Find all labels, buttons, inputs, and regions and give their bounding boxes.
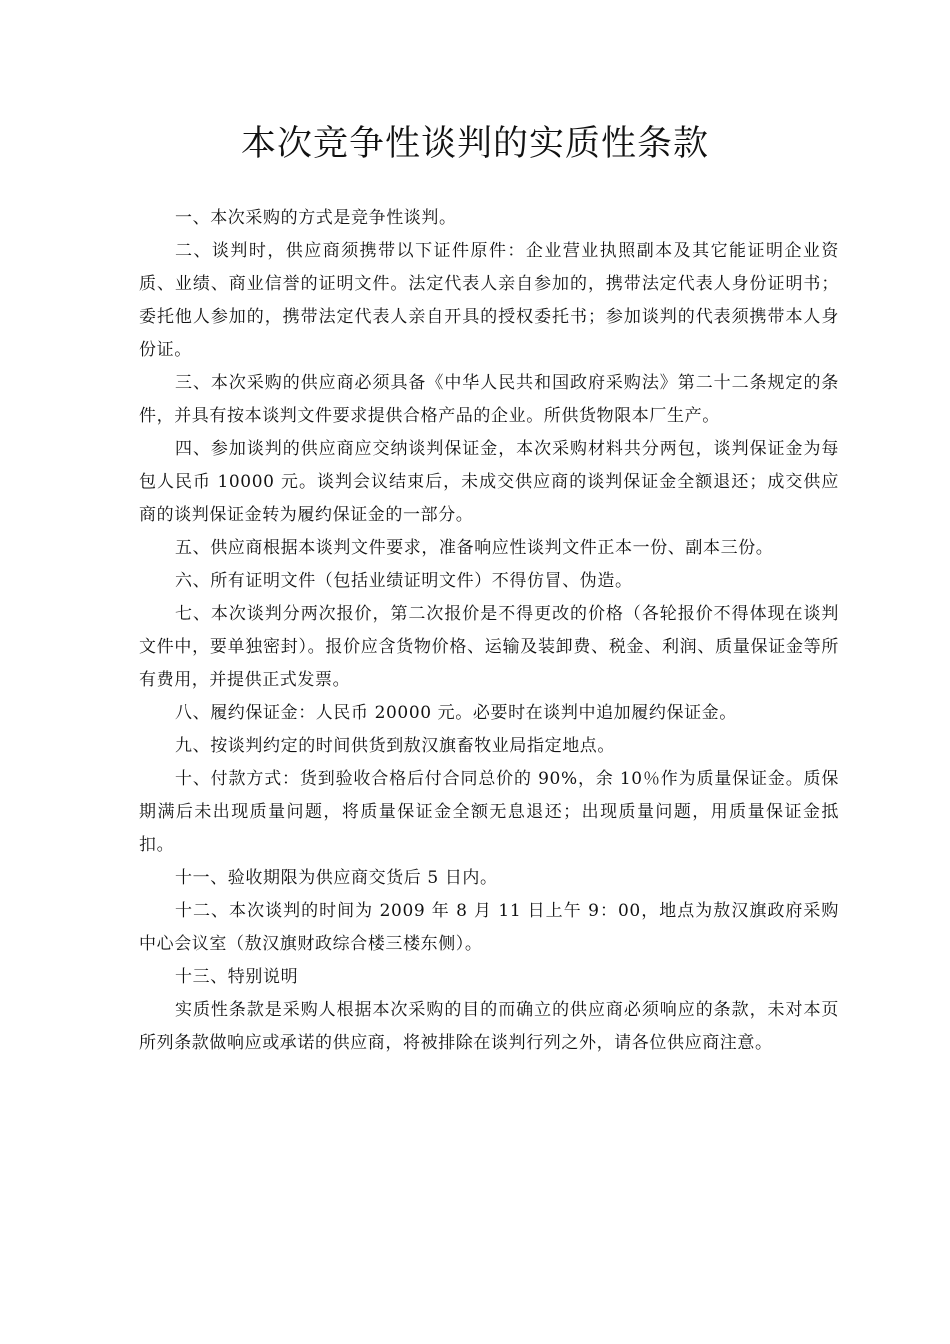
clause-paragraph: 三、本次采购的供应商必须具备《中华人民共和国政府采购法》第二十二条规定的条件，并具有按本谈判文件要求提供合格产品的企业。所供货物限本厂生产。 xyxy=(139,373,839,426)
clause-paragraph: 八、履约保证金：人民币 20000 元。必要时在谈判中追加履约保证金。 xyxy=(175,703,737,723)
clause-paragraph: 五、供应商根据本谈判文件要求，准备响应性谈判文件正本一份、副本三份。 xyxy=(175,538,774,558)
clause-paragraph: 十一、验收期限为供应商交货后 5 日内。 xyxy=(175,868,498,888)
clause-paragraph: 二、谈判时，供应商须携带以下证件原件：企业营业执照副本及其它能证明企业资质、业绩、商业信誉的证明文件。法定代表人亲自参加的，携带法定代表人身份证明书；委托他人参加的，携带法定代表人亲自开具的授权委托书；参加谈判的代表须携带本人身份证。 xyxy=(139,241,839,360)
clause-paragraph: 六、所有证明文件（包括业绩证明文件）不得仿冒、伪造。 xyxy=(175,571,633,591)
clause-paragraph: 十二、本次谈判的时间为 2009 年 8 月 11 日上午 9：00，地点为敖汉旗政府采购中心会议室（敖汉旗财政综合楼三楼东侧）。 xyxy=(139,901,839,954)
page-title: 本次竞争性谈判的实质性条款 xyxy=(240,124,709,164)
clause-paragraph: 十三、特别说明 xyxy=(175,967,299,987)
clause-paragraph: 九、按谈判约定的时间供货到敖汉旗畜牧业局指定地点。 xyxy=(175,736,615,756)
document-body xyxy=(139,202,839,1060)
clause-paragraph: 实质性条款是采购人根据本次采购的目的而确立的供应商必须响应的条款，未对本页所列条款做响应或承诺的供应商，将被排除在谈判行列之外，请各位供应商注意。 xyxy=(139,1000,839,1053)
clause-paragraph: 四、参加谈判的供应商应交纳谈判保证金，本次采购材料共分两包，谈判保证金为每包人民币 10000 元。谈判会议结束后，未成交供应商的谈判保证金全额退还；成交供应商的谈判保证金转为履约保证金的一部分。 xyxy=(139,439,839,525)
clause-paragraph: 一、本次采购的方式是竞争性谈判。 xyxy=(175,208,457,228)
clause-paragraph: 十、付款方式：货到验收合格后付合同总价的 90%，余 10％作为质量保证金。质保期满后未出现质量问题，将质量保证金全额无息退还；出现质量问题，用质量保证金抵扣。 xyxy=(139,769,839,855)
clause-paragraph: 七、本次谈判分两次报价，第二次报价是不得更改的价格（各轮报价不得体现在谈判文件中，要单独密封）。报价应含货物价格、运输及装卸费、税金、利润、质量保证金等所有费用，并提供正式发票。 xyxy=(139,604,839,690)
